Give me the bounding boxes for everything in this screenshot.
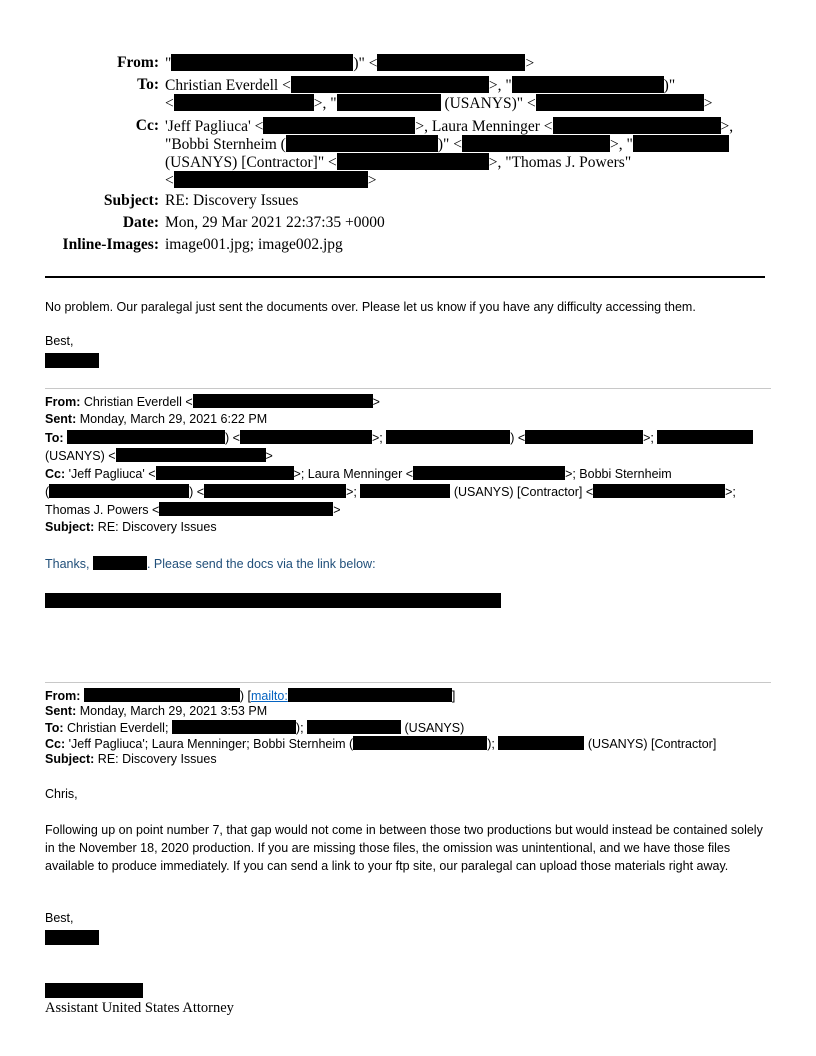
msg2-cc-laura: >; Laura Menninger < xyxy=(293,467,414,481)
redaction xyxy=(288,688,452,702)
redaction xyxy=(512,76,664,93)
mailto-link[interactable]: mailto: xyxy=(251,689,288,703)
redaction xyxy=(263,117,415,134)
msg2-usanys: (USANYS) < xyxy=(45,449,116,463)
reply-body: No problem. Our paralegal just sent the documents over. Please let us know if you have any difficulty accessing them. xyxy=(45,300,696,314)
to-value-cont: < >, " (USANYS)" < > xyxy=(165,95,713,112)
msg3-subject xyxy=(45,752,217,766)
redaction xyxy=(337,94,441,111)
header-divider xyxy=(45,276,765,278)
redaction xyxy=(498,736,584,750)
redaction xyxy=(174,94,314,111)
inline-images-label: Inline-Images: xyxy=(62,236,159,253)
redaction xyxy=(174,171,368,188)
redaction xyxy=(536,94,704,111)
msg2-sent xyxy=(45,412,267,426)
redaction xyxy=(156,466,294,480)
cc-bobbi: "Bobbi Sternheim ( xyxy=(165,136,286,153)
msg3-from-label: From: xyxy=(45,689,81,703)
redaction xyxy=(386,430,510,444)
cc-value-cont: "Bobbi Sternheim ( )" < >, " xyxy=(165,135,729,154)
cc-label: Cc: xyxy=(135,117,159,134)
msg2-cc xyxy=(45,466,672,481)
message-divider xyxy=(45,388,771,389)
redaction xyxy=(286,135,438,152)
redaction xyxy=(353,736,487,750)
redaction xyxy=(171,54,353,71)
redaction xyxy=(525,430,643,444)
signature-redaction xyxy=(45,930,99,945)
redaction xyxy=(633,135,729,152)
msg2-thomas: Thomas J. Powers < xyxy=(45,503,160,517)
redaction xyxy=(93,556,147,570)
msg2-cc-bobbi: >; Bobbi Sternheim xyxy=(565,467,672,481)
msg3-sent-label: Sent: xyxy=(45,704,77,718)
from-value: " )" < > xyxy=(165,55,535,72)
msg2-cc-cont2: Thomas J. Powers < > xyxy=(45,503,341,517)
msg3-from: From: ) [mailto: ] xyxy=(45,689,456,703)
msg2-cc-cont: ( ) < >; (USANYS) [Contractor] < >; xyxy=(45,485,736,499)
cc-contractor: (USANYS) [Contractor]" < xyxy=(165,154,337,171)
redaction xyxy=(116,448,266,462)
msg2-subject-label: Subject: xyxy=(45,520,95,534)
msg3-sent xyxy=(45,704,267,718)
redaction xyxy=(307,720,401,734)
subject-value: RE: Discovery Issues xyxy=(165,192,299,209)
to-name: Christian Everdell < xyxy=(165,77,291,94)
msg3-usanys: (USANYS) xyxy=(404,721,465,735)
msg2-contractor: (USANYS) [Contractor] < xyxy=(453,485,594,499)
msg3-cc: Cc: 'Jeff Pagliuca'; Laura Menninger; Bobbi Sternheim ( ); (USANYS) [Contractor] xyxy=(45,737,717,751)
msg3-subject-value: RE: Discovery Issues xyxy=(97,752,217,766)
msg2-to-label: To: xyxy=(45,431,64,445)
redaction xyxy=(159,502,333,516)
msg3-cc-names: 'Jeff Pagliuca'; Laura Menninger; Bobbi Sternheim ( xyxy=(68,737,354,751)
date-label: Date: xyxy=(122,214,159,231)
from-label: From: xyxy=(117,54,159,71)
date-value: Mon, 29 Mar 2021 22:37:35 +0000 xyxy=(165,214,385,231)
msg2-subject xyxy=(45,520,217,534)
message-divider xyxy=(45,682,771,683)
msg2-sent-label: Sent: xyxy=(45,412,77,426)
msg3-greeting: Chris, xyxy=(45,787,78,801)
msg3-cc-label: Cc: xyxy=(45,737,66,751)
redaction xyxy=(657,430,753,444)
msg3-body: Following up on point number 7, that gap would not come in between those two productions but would instead be contained solely in the November 18, 2020 production. If you are missing those files, the omission was unintentional, and we have those files available to produce immediately. If you can send a link to your ftp site, our paralegal can upload those materials right away. xyxy=(45,823,763,873)
cc-thomas: >, "Thomas J. Powers" xyxy=(488,154,632,171)
cc-jeff: 'Jeff Pagliuca' < xyxy=(165,118,264,135)
msg2-from-name: Christian Everdell < xyxy=(83,395,193,409)
to-label: To: xyxy=(137,76,159,93)
redaction xyxy=(360,484,450,498)
msg2-thanks-rest: . Please send the docs via the link below: xyxy=(146,557,376,571)
msg3-signoff: Best, xyxy=(45,911,74,925)
msg2-body xyxy=(45,556,376,571)
redaction xyxy=(67,430,225,444)
redaction xyxy=(377,54,525,71)
msg2-subject-value: RE: Discovery Issues xyxy=(97,520,217,534)
redaction xyxy=(413,466,565,480)
redaction xyxy=(593,484,725,498)
redaction xyxy=(172,720,296,734)
msg3-to-name: Christian Everdell; xyxy=(67,721,169,735)
msg2-to: To: ) < >; ) < >; xyxy=(45,430,753,445)
link-redaction xyxy=(45,593,501,608)
redaction xyxy=(553,117,721,134)
redaction xyxy=(84,688,240,702)
redaction xyxy=(291,76,489,93)
msg3-sent-value: Monday, March 29, 2021 3:53 PM xyxy=(79,704,268,718)
redaction xyxy=(462,135,610,152)
msg2-sent-value: Monday, March 29, 2021 6:22 PM xyxy=(79,412,268,426)
msg2-from: From: Christian Everdell < > xyxy=(45,395,380,409)
msg3-subject-label: Subject: xyxy=(45,752,95,766)
redaction xyxy=(337,153,489,170)
msg2-cc-jeff: 'Jeff Pagliuca' < xyxy=(68,467,156,481)
msg3-to-label: To: xyxy=(45,721,64,735)
cc-value-cont2 xyxy=(165,153,631,172)
msg2-cc-label: Cc: xyxy=(45,467,66,481)
redaction xyxy=(193,394,373,408)
to-value: Christian Everdell < >, " )" xyxy=(165,77,676,94)
signature-redaction xyxy=(45,353,99,368)
to-usanys: (USANYS)" < xyxy=(444,95,536,112)
reply-signoff: Best, xyxy=(45,334,74,348)
msg2-to-cont: (USANYS) < > xyxy=(45,449,273,463)
signature-title: Assistant United States Attorney xyxy=(45,1000,234,1016)
cc-laura: >, Laura Menninger < xyxy=(415,118,553,135)
redaction xyxy=(204,484,346,498)
redaction xyxy=(240,430,372,444)
subject-label: Subject: xyxy=(103,192,159,209)
name-redaction xyxy=(45,983,143,998)
cc-value-cont3: < > xyxy=(165,172,377,189)
inline-images-value: image001.jpg; image002.jpg xyxy=(165,236,343,253)
msg3-to: To: Christian Everdell; ); (USANYS) xyxy=(45,721,465,735)
redaction xyxy=(49,484,189,498)
msg2-from-label: From: xyxy=(45,395,81,409)
msg3-contractor: (USANYS) [Contractor] xyxy=(587,737,717,751)
cc-value: 'Jeff Pagliuca' < >, Laura Menninger < >, xyxy=(165,118,734,135)
msg2-thanks: Thanks, xyxy=(45,557,90,571)
